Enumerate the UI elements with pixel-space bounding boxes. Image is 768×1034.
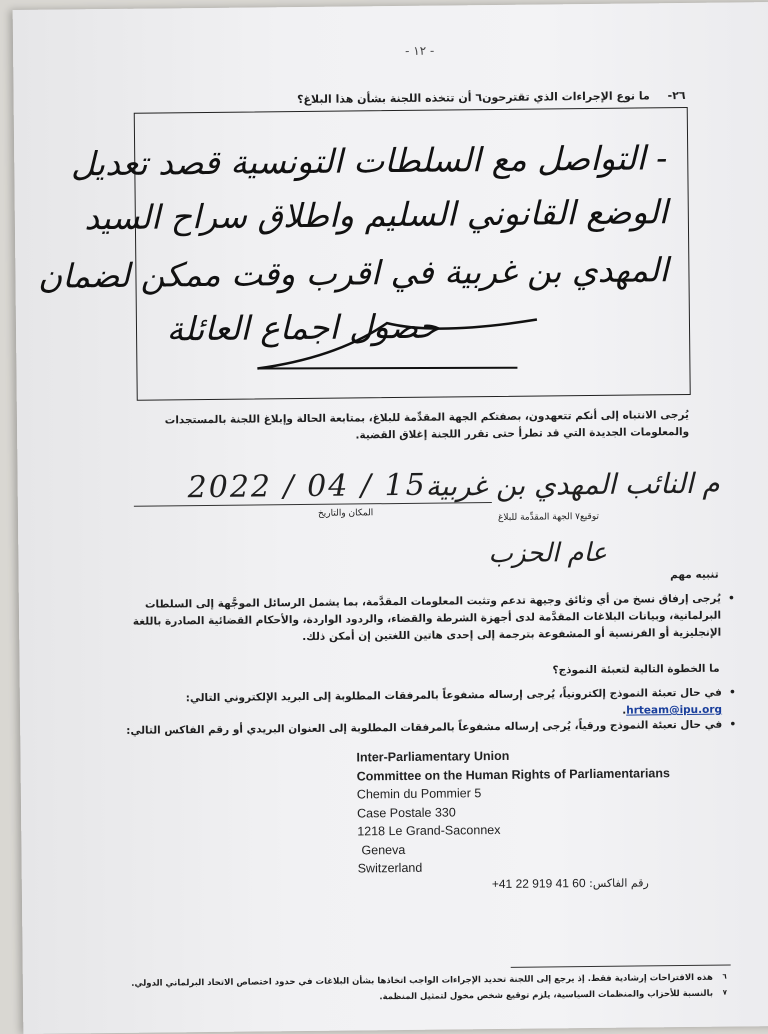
footnote-key: ٦	[722, 972, 727, 981]
address-street: Chemin du Pommier 5	[356, 786, 482, 802]
footnote	[379, 988, 728, 1003]
question-26	[297, 89, 686, 106]
handwritten-answer-line: الوضع القانوني السليم واطلاق سراح السيد	[83, 192, 669, 238]
footnote-text: بالنسبة للأحزاب والمنظمات السياسية، يلزم توقيع شخص مخول لتمثيل المنظمة.	[379, 988, 714, 1003]
handwritten-stroke	[135, 108, 690, 400]
question-text: ما نوع الإجراءات الذي تقترحون٦ أن تتخذه اللجنة بشأن هذا البلاغ؟	[297, 89, 650, 107]
question-number: ٢٦-	[667, 88, 686, 103]
handwritten-date: 2022 / 04 / 15	[187, 467, 427, 506]
footnote	[131, 972, 727, 989]
document-page	[13, 2, 768, 1034]
footnote-divider	[511, 965, 731, 968]
footnote-key: ٧	[722, 988, 728, 997]
handwritten-answer-line: - التواصل مع السلطات التونسية قصد تعديل	[70, 138, 668, 184]
undertaking-paragraph: يُرجى الانتباه إلى أنكم تتعهدون، بصفتكم الجهة المقدِّمة للبلاغ، بمتابعة الحالة وإبلاغ اللجنة بالمستجدات والمعلومات الجديدة التي قد تطرأ حتى تقرر اللجنة إغلاق القضية.	[164, 408, 690, 442]
place-date-label: المكان والتاريخ	[317, 508, 374, 519]
important-notice-text: • يُرجى إرفاق نسخ من أي وثائق وجيهة تدعم وتثبت المعلومات المقدَّمة، بما يشمل الرسائل الموجَّهة إلى السلطات البرلمانية، وبيانات البلاغات المقدَّمة لدى أجهزة الشرطة والقضاء، والردود الواردة، والأحكام القضائية الصادرة باللغة الإنجليزية أو الفرنسية أو المشفوعة بترجمة إلى إحدى هاتين اللغتين إن أمكن ذلك.	[101, 591, 722, 648]
fax-number: +41 22 919 41 60	[491, 876, 586, 892]
electronic-submission-text: في حال تعبئة النموذج إلكترونياً، يُرجى إرساله مشفوعاً بالمرفقات المطلوبة إلى البريد الإلكتروني التالي:	[185, 686, 722, 705]
address-postcode: 1218 Le Grand-Saconnex	[357, 822, 501, 839]
address-country: Switzerland	[357, 860, 423, 876]
address-committee: Committee on the Human Rights of Parliamentarians	[356, 765, 671, 783]
handwritten-signer: م النائب المهدي بن غربية	[425, 466, 720, 503]
handwritten-answer-line: حصول اجماع العائلة	[166, 306, 440, 349]
postal-address	[356, 745, 671, 878]
address-po-box: Case Postale 330	[357, 804, 456, 820]
answer-box	[37, 107, 691, 401]
paper-submission-text: • في حال تعبئة النموذج ورقياً، يُرجى إرساله مشفوعاً بالمرفقات المطلوبة إلى العنوان البريدي أو رقم الفاكس التالي:	[102, 717, 722, 740]
address-city: Geneva	[361, 842, 406, 857]
email-link[interactable]: hrteam@ipu.org	[626, 703, 723, 717]
fax-label: رقم الفاكس:	[589, 876, 649, 891]
important-notice-heading: تنبيه مهم	[670, 568, 719, 582]
address-org: Inter-Parliamentary Union	[356, 748, 510, 765]
footnote-text: هذه الاقتراحات إرشادية فقط. إذ يرجع إلى اللجنة تحديد الإجراءات الواجب اتخاذها بشأن البلاغات في حدود اختصاص الاتحاد البرلماني الدولي.	[131, 972, 713, 989]
electronic-submission: • في حال تعبئة النموذج إلكترونياً، يُرجى إرساله مشفوعاً بالمرفقات المطلوبة إلى البريد الإلكتروني التالي: hrteam@ipu.org.	[102, 685, 722, 725]
next-step-heading: ما الخطوة التالية لتعبئة النموذج؟	[552, 662, 720, 677]
handwritten-signature: عام الحزب	[488, 537, 608, 570]
signature-label: توقيع٧ الجهة المقدِّمة للبلاغ	[497, 511, 600, 523]
page-number: - ١٢ -	[405, 43, 435, 58]
fax	[492, 875, 649, 891]
handwritten-answer-line: المهدي بن غربية في اقرب وقت ممكن لضمان	[37, 250, 669, 296]
